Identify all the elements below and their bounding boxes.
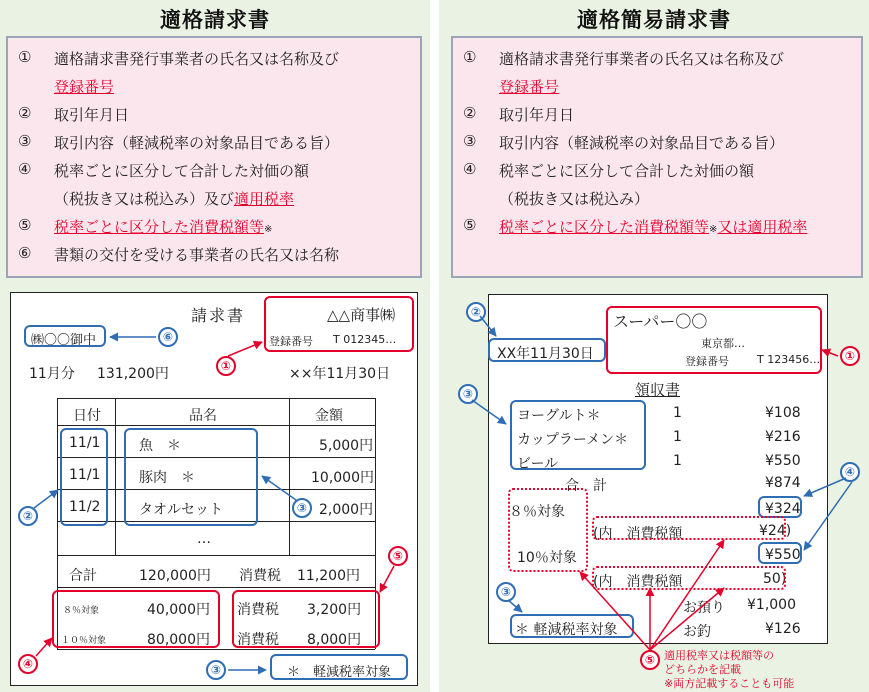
- table-row-item: 魚 ＊: [139, 438, 181, 454]
- receipt-change: ¥126: [765, 621, 801, 637]
- marker-1: ①: [840, 346, 860, 366]
- note-line: どちらかを記載: [664, 663, 741, 676]
- receipt-item-qty: 1: [673, 429, 682, 445]
- table-row-item: 豚肉 ＊: [139, 470, 195, 486]
- table-row-amount: 5,000円: [319, 438, 374, 454]
- table-outline-left: [57, 398, 58, 556]
- right-title: 適格簡易請求書: [577, 8, 731, 32]
- receipt-item-price: ¥108: [765, 405, 801, 421]
- rate-labels-highlight: [508, 488, 588, 572]
- marker-3: ③: [496, 582, 516, 602]
- table-row-item: タオルセット: [139, 502, 223, 518]
- marker-2: ②: [18, 506, 38, 526]
- table-header-item: 品名: [189, 408, 217, 424]
- invoice-date: ××年11月30日: [289, 366, 391, 382]
- marker-4: ④: [840, 462, 860, 482]
- seller-highlight: [264, 296, 414, 352]
- requirement-text: [499, 160, 754, 181]
- receipt-item-name: ヨーグルト＊: [517, 408, 601, 424]
- requirement-fragment: 適用税率: [234, 190, 295, 208]
- tax-amount-highlight: [232, 590, 380, 648]
- requirement-fragment: 登録番号: [499, 78, 560, 96]
- reduced-tax-note: ＊ 軽減税率対象: [287, 665, 392, 680]
- invoice-period: 11月分: [29, 366, 75, 382]
- requirement-text: [499, 132, 784, 153]
- right-requirements-box: [451, 36, 863, 278]
- receipt-deposit: ¥1,000: [747, 597, 796, 613]
- requirement-text: [54, 244, 339, 265]
- rate8-amount-highlight: [758, 496, 802, 518]
- reduced-note-highlight: [270, 654, 408, 680]
- requirement-number: ②: [18, 104, 32, 122]
- items-highlight: [124, 428, 258, 526]
- requirement-fragment: 取引年月日: [499, 106, 575, 124]
- rate8-label: ８％対象: [63, 606, 100, 616]
- tax8-label: 消費税: [237, 602, 279, 618]
- marker-1: ①: [216, 356, 236, 376]
- tax8-highlight: [592, 516, 786, 540]
- rate10-amount-highlight: [758, 542, 802, 564]
- rate10-amount: 80,000円: [147, 632, 210, 648]
- receipt-reduced-highlight: [510, 614, 634, 638]
- receipt-rate8-amount: ¥324: [765, 501, 801, 517]
- marker-3: ③: [206, 660, 226, 680]
- receipt-item-qty: 1: [673, 453, 682, 469]
- requirement-fragment: 適格請求書発行事業者の氏名又は名称及び: [54, 50, 340, 68]
- requirement-fragment: 又は適用税率: [717, 218, 808, 236]
- total-label: 合計: [69, 568, 97, 584]
- receipt-date-highlight: [488, 338, 606, 362]
- requirement-number: ④: [463, 160, 477, 178]
- table-row-amount: 10,000円: [311, 470, 374, 486]
- invoice-reg-label: 登録番号: [269, 335, 313, 348]
- requirement-text: [499, 188, 649, 209]
- note-line: ※両方記載することも可能: [664, 677, 795, 690]
- receipt-store: スーパー〇〇: [613, 312, 708, 331]
- table-col-line: [289, 398, 290, 556]
- tax10-highlight: [592, 566, 786, 590]
- requirement-fragment: 取引内容（軽減税率の対象品目である旨）: [499, 134, 785, 152]
- tax-total: 11,200円: [297, 568, 360, 584]
- requirement-fragment: （税抜き又は税込み）: [499, 190, 650, 208]
- total-amount: 120,000円: [139, 568, 211, 584]
- requirement-text: [499, 48, 784, 69]
- requirement-fragment: 税率ごとに区分した消費税額等: [499, 218, 710, 236]
- total-line: [57, 587, 375, 588]
- rate10-label: １０％対象: [61, 636, 107, 646]
- requirement-fragment: 税率ごとに区分した消費税額等: [54, 218, 265, 236]
- receipt-rate8-label: ８％対象: [509, 504, 565, 520]
- requirement-text: [54, 188, 294, 209]
- requirement-fragment: （税抜き又は税込み）及び: [54, 190, 235, 208]
- marker-6: ⑥: [158, 327, 178, 347]
- marker-3: ③: [292, 498, 312, 518]
- invoice-seller: △△商事㈱: [327, 306, 396, 324]
- table-col-line: [115, 398, 116, 556]
- receipt-rate10-label: 10％対象: [517, 550, 577, 566]
- table-row-amount: 2,000円: [319, 502, 374, 518]
- invoice-customer: ㈱〇〇御中: [31, 333, 97, 348]
- tax10-amount: 8,000円: [307, 632, 362, 648]
- left-requirements-box: [6, 36, 422, 278]
- table-header-amount: 金額: [315, 408, 343, 424]
- rate-amount-highlight: [52, 590, 220, 648]
- table-row-line: [57, 555, 375, 556]
- receipt-rate10-amount: ¥550: [765, 547, 801, 563]
- requirement-text: [54, 48, 339, 69]
- requirement-number: ④: [18, 160, 32, 178]
- receipt-reduced-note: ＊ 軽減税率対象: [515, 622, 618, 638]
- receipt-change-label: お釣: [683, 624, 711, 640]
- invoice-heading: 請求書: [191, 306, 246, 325]
- requirement-text: [54, 132, 339, 153]
- receipt-reg-no: T 123456…: [757, 353, 821, 366]
- requirement-fragment: 取引内容（軽減税率の対象品目である旨）: [54, 134, 340, 152]
- table-row-date: 11/2: [69, 499, 101, 515]
- invoice-amount: 131,200円: [97, 366, 169, 382]
- requirement-fragment: 税率ごとに区分して合計した対価の額: [54, 162, 310, 180]
- requirement-number: ③: [18, 132, 32, 150]
- requirement-text: [54, 160, 309, 181]
- requirement-text: [499, 104, 574, 125]
- table-row-date: 11/1: [69, 467, 101, 483]
- requirement-number: ①: [463, 48, 477, 66]
- receipt-total: ¥874: [765, 475, 801, 491]
- receipt-item-price: ¥216: [765, 429, 801, 445]
- requirement-text: [54, 216, 272, 237]
- receipt-tax10-label: (内 消費税額: [593, 574, 683, 590]
- receipt-total-label: 合 計: [565, 478, 607, 494]
- marker-2: ②: [466, 302, 486, 322]
- requirement-text: [499, 216, 807, 237]
- requirement-fragment: ※: [264, 224, 273, 235]
- marker-4: ④: [18, 654, 38, 674]
- customer-highlight: [24, 325, 106, 347]
- tax-total-label: 消費税: [239, 568, 281, 584]
- invoice-reg-no: T 012345…: [333, 333, 397, 346]
- requirement-number: ⑤: [18, 216, 32, 234]
- requirement-text: [499, 76, 559, 97]
- table-row-date: 11/1: [69, 435, 101, 451]
- marker-3: ③: [458, 384, 478, 404]
- dates-highlight: [60, 428, 108, 526]
- requirement-fragment: 税率ごとに区分して合計した対価の額: [499, 162, 755, 180]
- receipt-address: 東京都…: [701, 337, 745, 350]
- rate8-amount: 40,000円: [147, 602, 210, 618]
- requirement-fragment: ※: [709, 224, 718, 235]
- receipt-item-price: ¥550: [765, 453, 801, 469]
- receipt-deposit-label: お預り: [683, 600, 725, 616]
- requirement-number: ①: [18, 48, 32, 66]
- receipt-tax8-label: (内 消費税額: [593, 526, 683, 542]
- receipt-item-qty: 1: [673, 405, 682, 421]
- receipt-item-name: ビール: [517, 456, 559, 472]
- tax8-amount: 3,200円: [307, 602, 362, 618]
- receipt-items-highlight: [510, 400, 646, 470]
- requirement-fragment: 書類の交付を受ける事業者の氏名又は名称: [54, 246, 340, 264]
- marker-5: ⑤: [388, 546, 408, 566]
- requirement-number: ⑥: [18, 244, 32, 262]
- requirement-fragment: 取引年月日: [54, 106, 130, 124]
- requirement-number: ⑤: [463, 216, 477, 234]
- note-line: 適用税率又は税額等の: [664, 649, 774, 662]
- store-highlight: [606, 306, 822, 374]
- receipt-tax8: ¥24): [759, 523, 792, 539]
- left-title: 適格請求書: [160, 8, 270, 32]
- receipt-item-name: カップラーメン＊: [517, 432, 629, 448]
- marker-5: ⑤: [640, 650, 660, 670]
- requirement-fragment: 登録番号: [54, 78, 115, 96]
- receipt-tax10: 50): [763, 571, 787, 587]
- requirement-number: ③: [463, 132, 477, 150]
- table-header-date: 日付: [73, 408, 101, 424]
- bottom-box-base: [57, 649, 375, 650]
- requirement-number: ②: [463, 104, 477, 122]
- table-row-item: …: [197, 531, 211, 547]
- table-outline-right: [375, 398, 376, 556]
- requirement-text: [54, 104, 129, 125]
- tax10-label: 消費税: [237, 632, 279, 648]
- table-outline-top: [57, 398, 375, 399]
- requirement-fragment: 適格請求書発行事業者の氏名又は名称及び: [499, 50, 785, 68]
- receipt-date: XX年11月30日: [497, 346, 594, 362]
- table-row-line: [57, 425, 375, 426]
- requirement-text: [54, 76, 114, 97]
- receipt-reg-label: 登録番号: [685, 355, 729, 368]
- receipt-heading: 領収書: [635, 381, 681, 399]
